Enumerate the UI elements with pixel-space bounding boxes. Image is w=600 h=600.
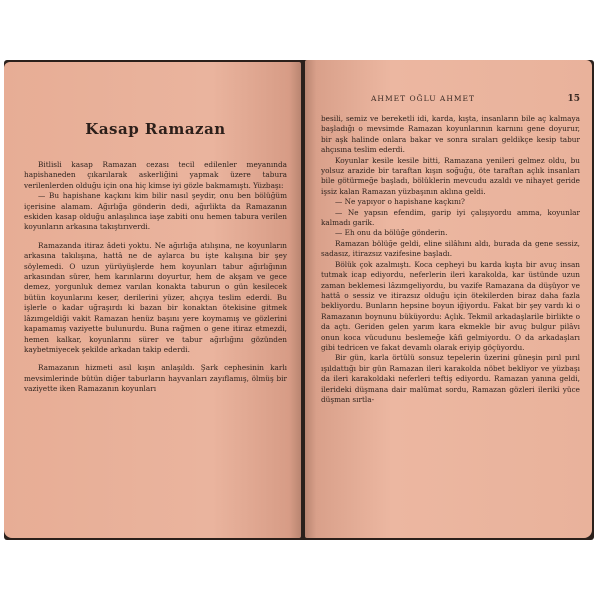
paragraph: — Bu hapishane kaçkını kim bilir nasıl şeydir, onu ben bölüğüm içerisine alamam. Ağırlığa gönderin dedi, ağırlikta da Ramazanın eskiden kasap olduğu anlaşılınca iaşe zabiti onu hemen tabura verilen koyunların arkasına takıştırıverdi. [24,191,287,232]
chapter-title: Kasap Ramazan [85,120,226,138]
paragraph: Bir gün, karla örtülü sonsuz tepelerin üzerini güneşin pırıl pırıl ışıldattığı bir gün Ramazan ileri karakolda nöbet bekliyor ve yüzbaşı da ileri karakoldaki neferleri teftiş ediyordu. Ramazan yanına geldi, ilerideki düşmana dair malûmat sordu, Ramazan gözleri ileriki yüce düşman sırtla- [321,353,580,404]
right-page [305,60,592,538]
paragraph: Ramazan bölüğe geldi, eline silâhını aldı, burada da gene sessiz, sadasız, itirazsız vazifesine başladı. [321,238,580,259]
paragraph: — Ne yapsın efendim, garip iyi çalışıyordu amma, koyunlar kalmadı garik. [321,207,580,228]
left-page [4,62,301,538]
page-number: 15 [567,94,580,104]
running-head-title: AHMET OĞLU AHMET [371,94,476,103]
paragraph: — Eh onu da bölüğe gönderin. [335,228,448,238]
text-block [321,114,580,405]
open-book [4,60,594,540]
paragraph: Ramazanda itiraz âdeti yoktu. Ne ağırlığa atılışına, ne koyunların arkasına takılışına, hattâ ne de aylarca bu işte kalışına bir şey söylemedi. O uzun yürüyüşlerde hem koyunları tabur ağırlığının arkasından sürer, hem karınlarını doyurtur, hem de akşam ve gece demez, yorgunluk demez varılan konakta taburun o gün kesilecek bütün koyunlarını keser, derilerini yüzer, ahçıya teslim ederdi. Bu işlerle o kadar uğraşırdı ki bazan bir konaktan ötekisine gitmek lâzımgeldiği vakit Ramazan henüz başını yere koymamış ve gözlerini kapamamış vaziyette bulunurdu. Buna rağmen o gene itiraz etmezdi, hemen kalkar, koyunlarını sürer ve tabur ağırlığını gözünden kaybetmiyecek şekilde arkadan takip ederdi. [24,240,287,354]
paragraph: Koyunlar kesile kesile bitti, Ramazana yenileri gelmez oldu, bu yolsuz arazide bir taraftan kışın soğuğu, öte taraftan açlık insanları bile götürmeğe başladı, bölüklerin mevcudu azaldı ve nihayet geride işsiz kalan Ramazan yüzbaşının aklına geldi. [321,155,580,196]
paragraph: besili, semiz ve bereketli idi, karda, kışta, insanların bile aç kalmaya başladığı o mevsimde Ramazan koyunlarının karnını gene doyurur, bir aşk halinde onlara bakar ve sonra sıraları geldikçe kesip tabur ahçısına teslim ederdi. [321,114,580,155]
paragraph: Bitlisli kasap Ramazan cezası tecil edilenler meyanında hapishaneden çıkarılarak askerliğini yapmak üzere tabura verilenlerden olduğu için ona hiç kimse iyi gözle bakmamıştı. Yüzbaşı: [24,160,287,190]
paragraph: Ramazanın hizmeti asıl kışın anlaşıldı. Şark cephesinin karlı mevsimlerinde bütün diğer taburların hayvanları zayıflamış, ölmüş bir vaziyette iken Ramazanın koyunları [24,363,287,394]
running-head [321,94,580,108]
paragraph: Bölük çok azalmıştı. Koca cepheyi bu karda kışta bir avuç insan tutmak icap ediyordu, neferlerin ileri karakolda, kar üstünde uzun zaman beklemesi lâzımgeliyordu, bu vazife Ramazana da düşüyor ve hattâ o sessiz ve itirazsız olduğu için ötekilerden biraz daha fazla bekliyordu. Bunların hepsine boyun iğiyordu. Fakat bir şey vardı ki o Ramazanın boynunu büküyordu: Açlık. Tekmil arkadaşlarile birlikte o da açtı. Geriden gelen yarım kara ekmekle bir avuç bulgur pilâvı onun koca vücudunu beslemeğe kâfi gelmiyordu. O da arkadaşları gibi tedricen ve fakat devamlı olarak eriyip göçüyordu. [321,259,580,352]
paragraph: — Ne yapıyor o hapishane kaçkını? [335,197,465,207]
